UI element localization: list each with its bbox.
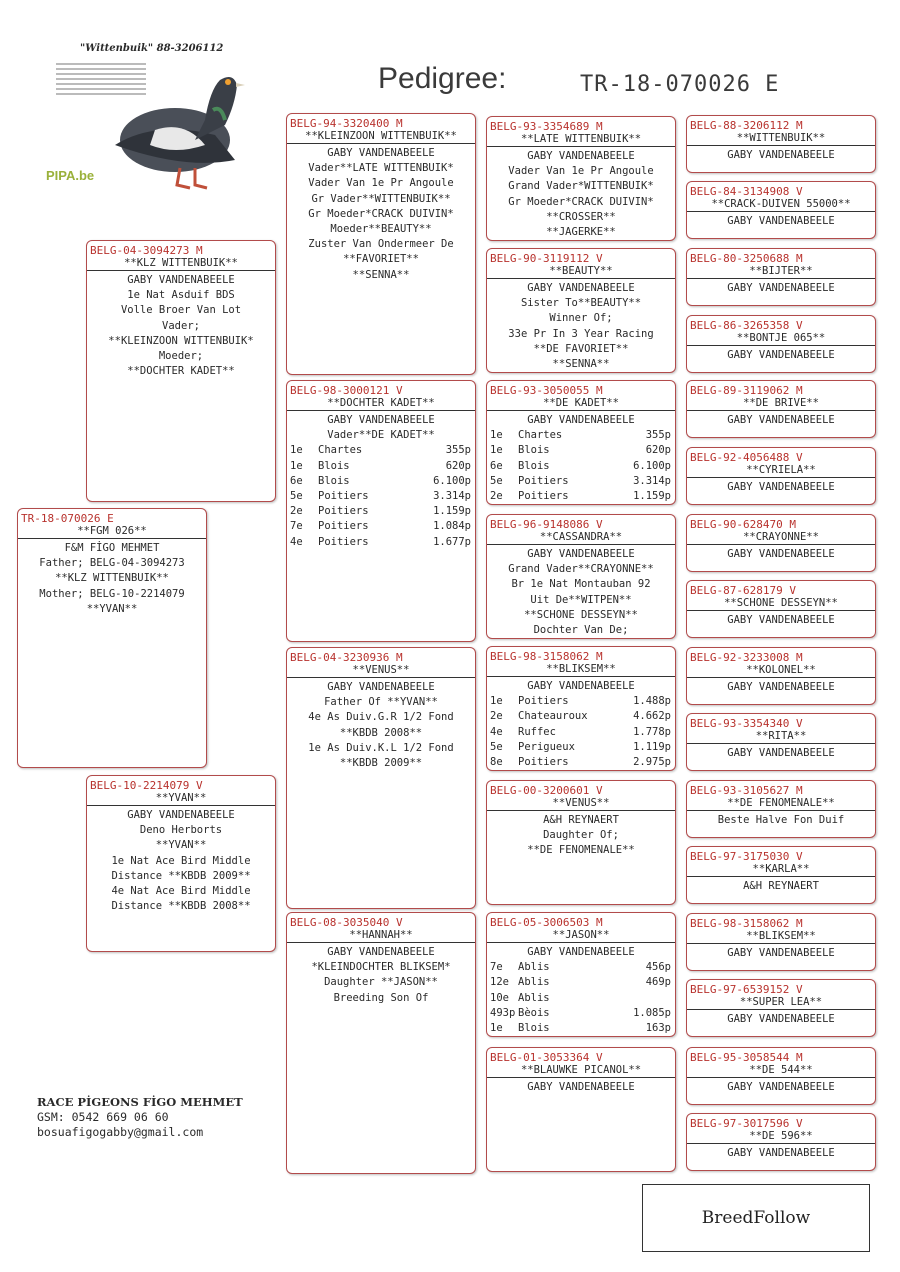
result-rank: 1e bbox=[490, 695, 503, 708]
pigeon-name: **DE FENOMENALE** bbox=[687, 797, 875, 811]
pigeon-name: **SCHONE DESSEYN** bbox=[687, 597, 875, 611]
pigeon-name: **DE 596** bbox=[687, 1130, 875, 1144]
pigeon-card-fmm bbox=[486, 514, 676, 639]
ring-number: BELG-96-9148086 V bbox=[490, 518, 603, 531]
result-prize: 355p bbox=[445, 444, 471, 457]
info-line: Vader**DE KADET** bbox=[327, 429, 435, 442]
ring-number: BELG-92-3233008 M bbox=[690, 651, 803, 664]
ring-number: BELG-97-3175030 V bbox=[690, 850, 803, 863]
pigeon-card-g8 bbox=[686, 580, 876, 638]
result-place: Bèois bbox=[518, 1006, 550, 1019]
info-line: GABY VANDENABEELE bbox=[127, 274, 235, 286]
info-line: **DE FENOMENALE** bbox=[527, 844, 635, 857]
pigeon-card-g9 bbox=[686, 647, 876, 705]
pigeon-name: **WITTENBUIK** bbox=[687, 132, 875, 146]
result-prize: 6.100p bbox=[633, 459, 671, 472]
result-prize: 1.488p bbox=[633, 695, 671, 708]
ring-number: BELG-00-3200601 V bbox=[490, 784, 603, 797]
result-rank: 1e bbox=[290, 459, 303, 472]
info-line: Gr Moeder*CRACK DUIVIN* bbox=[308, 207, 454, 220]
info-line: GABY VANDENABEELE bbox=[327, 681, 435, 693]
info-line: **KBDB 2008** bbox=[339, 726, 423, 739]
result-rank: 1e bbox=[490, 444, 503, 457]
info-line: Moeder; bbox=[158, 350, 204, 363]
info-line: GABY VANDENABEELE bbox=[327, 946, 435, 958]
result-place: Blois bbox=[318, 459, 350, 472]
pigeon-name: **FGM 026** bbox=[18, 525, 206, 539]
result-rank: 2e bbox=[290, 505, 303, 518]
info-line: Br 1e Nat Montauban 92 bbox=[511, 578, 651, 591]
info-line: A&H REYNAERT bbox=[543, 814, 619, 826]
info-line: GABY VANDENABEELE bbox=[727, 215, 835, 227]
pigeon-card-ff bbox=[286, 113, 476, 375]
result-rank: 1e bbox=[490, 1022, 503, 1035]
ring-number: BELG-10-2214079 V bbox=[90, 779, 203, 792]
result-place: Poitiers bbox=[518, 695, 569, 708]
pipa-logo: PIPA.be bbox=[46, 168, 95, 183]
pigeon-name: **BEAUTY** bbox=[487, 265, 675, 279]
info-line: Vader; bbox=[162, 319, 200, 332]
info-line: 33e Pr In 3 Year Racing bbox=[508, 327, 654, 340]
ring-number: BELG-87-628179 V bbox=[690, 584, 796, 597]
result-prize: 1.159p bbox=[433, 505, 471, 518]
ring-number: BELG-94-3320400 M bbox=[290, 117, 403, 130]
result-prize: 1.778p bbox=[633, 725, 671, 738]
result-place: Blois bbox=[518, 459, 550, 472]
pigeon-name: **CASSANDRA** bbox=[487, 531, 675, 545]
result-place: Poitiers bbox=[318, 520, 369, 533]
result-prize: 1.677p bbox=[433, 535, 471, 548]
result-place: Poitiers bbox=[318, 505, 369, 518]
info-line: **YVAN** bbox=[86, 602, 138, 615]
result-row bbox=[487, 443, 675, 458]
result-place: Poitiers bbox=[318, 490, 369, 503]
info-line: GABY VANDENABEELE bbox=[727, 282, 835, 294]
result-place: Blois bbox=[518, 444, 550, 457]
info-line: Distance **KBDB 2008** bbox=[111, 900, 251, 913]
info-line: **SCHONE DESSEYN** bbox=[524, 608, 638, 621]
pigeon-name: **VENUS** bbox=[287, 664, 475, 678]
ring-number: BELG-04-3094273 M bbox=[90, 244, 203, 257]
pigeon-card-g7 bbox=[686, 514, 876, 572]
logo-caption: "Wittenbuik" 88-3206112 bbox=[80, 43, 224, 54]
result-rank: 6e bbox=[490, 459, 503, 472]
info-line: Gr Moeder*CRACK DUIVIN* bbox=[508, 195, 654, 208]
result-row bbox=[287, 504, 475, 519]
result-rank: 8e bbox=[490, 756, 503, 769]
pedigree-id: TR-18-070026 E bbox=[580, 72, 780, 97]
info-line: GABY VANDENABEELE bbox=[727, 947, 835, 959]
pigeon-name: **DE KADET** bbox=[487, 397, 675, 411]
pigeon-card-mff bbox=[486, 646, 676, 771]
info-line: Mother; BELG-10-2214079 bbox=[39, 587, 185, 600]
result-prize: 355p bbox=[645, 429, 671, 442]
info-line: Moeder**BEAUTY** bbox=[330, 223, 432, 236]
ring-number: BELG-93-3354340 V bbox=[690, 717, 803, 730]
info-line: GABY VANDENABEELE bbox=[727, 681, 835, 693]
result-rank: 1e bbox=[290, 444, 303, 457]
result-rank: 6e bbox=[290, 474, 303, 487]
result-place: Ablis bbox=[518, 961, 550, 974]
pigeon-card-mmm bbox=[486, 1047, 676, 1172]
info-line: Daughter **JASON** bbox=[324, 976, 438, 989]
pigeon-image bbox=[95, 50, 245, 195]
contact-gsm: GSM: 0542 669 06 60 bbox=[37, 1110, 169, 1124]
info-line: GABY VANDENABEELE bbox=[527, 414, 635, 426]
info-line: GABY VANDENABEELE bbox=[727, 349, 835, 361]
result-rank: 4e bbox=[290, 535, 303, 548]
pigeon-name: **KLZ WITTENBUIK** bbox=[87, 257, 275, 271]
info-line: **SENNA** bbox=[552, 358, 610, 371]
info-line: GABY VANDENABEELE bbox=[727, 747, 835, 759]
result-rank: 5e bbox=[490, 740, 503, 753]
info-line: 1e As Duiv.K.L 1/2 Fond bbox=[308, 741, 454, 754]
pigeon-name: **KLEINZOON WITTENBUIK** bbox=[287, 130, 475, 144]
result-row bbox=[487, 725, 675, 740]
pigeon-card-g12 bbox=[686, 846, 876, 904]
info-line: Beste Halve Fon Duif bbox=[717, 814, 845, 826]
info-line: GABY VANDENABEELE bbox=[527, 1081, 635, 1093]
info-line: **DOCHTER KADET** bbox=[127, 365, 235, 378]
result-rank: 1e bbox=[490, 429, 503, 442]
info-line: Dochter Van De; bbox=[533, 624, 629, 637]
result-prize: 3.314p bbox=[433, 490, 471, 503]
pigeon-name: **CRACK-DUIVEN 55000** bbox=[687, 198, 875, 212]
ring-number: BELG-97-3017596 V bbox=[690, 1117, 803, 1130]
info-line: GABY VANDENABEELE bbox=[727, 1147, 835, 1159]
ring-number: BELG-97-6539152 V bbox=[690, 983, 803, 996]
info-line: GABY VANDENABEELE bbox=[727, 614, 835, 626]
info-line: **SENNA** bbox=[352, 268, 410, 281]
result-row bbox=[287, 443, 475, 458]
result-place: Chartes bbox=[518, 429, 563, 442]
info-line: GABY VANDENABEELE bbox=[727, 1013, 835, 1025]
info-line: A&H REYNAERT bbox=[743, 880, 819, 892]
result-row bbox=[487, 459, 675, 474]
ring-number: BELG-98-3158062 M bbox=[690, 917, 803, 930]
pigeon-name: **RITA** bbox=[687, 730, 875, 744]
result-place: Chateauroux bbox=[518, 710, 588, 723]
ring-number: BELG-93-3050055 M bbox=[490, 384, 603, 397]
info-line: Winner Of; bbox=[549, 312, 613, 325]
result-prize: 620p bbox=[445, 459, 471, 472]
result-rank: 2e bbox=[490, 490, 503, 503]
ring-number: BELG-80-3250688 M bbox=[690, 252, 803, 265]
pigeon-name: **VENUS** bbox=[487, 797, 675, 811]
ring-number: BELG-90-3119112 V bbox=[490, 252, 603, 265]
breedfollow-label: BreedFollow bbox=[701, 1208, 811, 1228]
pigeon-name: **YVAN** bbox=[87, 792, 275, 806]
info-line: GABY VANDENABEELE bbox=[727, 149, 835, 161]
info-line: **FAVORIET** bbox=[343, 253, 419, 266]
pigeon-card-g5 bbox=[686, 380, 876, 438]
info-line: **KLZ WITTENBUIK** bbox=[55, 572, 169, 585]
ring-number: BELG-93-3105627 M bbox=[690, 784, 803, 797]
result-row bbox=[487, 1006, 675, 1021]
result-place: Poitiers bbox=[518, 490, 569, 503]
pigeon-card-g6 bbox=[686, 447, 876, 505]
info-line: **KLEINZOON WITTENBUIK* bbox=[108, 334, 254, 347]
info-line: Distance **KBDB 2009** bbox=[111, 869, 251, 882]
info-line: GABY VANDENABEELE bbox=[727, 414, 835, 426]
result-prize: 1.085p bbox=[633, 1006, 671, 1019]
ring-number: BELG-93-3354689 M bbox=[490, 120, 603, 133]
info-line: Vader**LATE WITTENBUIK* bbox=[308, 162, 454, 175]
ring-number: BELG-04-3230936 M bbox=[290, 651, 403, 664]
pigeon-name: **HANNAH** bbox=[287, 929, 475, 943]
info-line: 1e Nat Ace Bird Middle bbox=[111, 854, 251, 867]
result-place: Poitiers bbox=[518, 756, 569, 769]
result-place: Chartes bbox=[318, 444, 363, 457]
contact-name: RACE PİGEONS FİGO MEHMET bbox=[37, 1095, 243, 1109]
info-line: Breeding Son Of bbox=[333, 991, 429, 1004]
pigeon-name: **CYRIELA** bbox=[687, 464, 875, 478]
info-line: **DE FAVORIET** bbox=[533, 342, 629, 355]
ring-number: BELG-01-3053364 V bbox=[490, 1051, 603, 1064]
pigeon-card-fmf bbox=[486, 380, 676, 505]
pigeon-name: **KARLA** bbox=[687, 863, 875, 877]
info-line: Zuster Van Ondermeer De bbox=[308, 238, 454, 251]
result-rank: 2e bbox=[490, 710, 503, 723]
pigeon-card-father bbox=[86, 240, 276, 502]
ring-number: BELG-88-3206112 M bbox=[690, 119, 803, 132]
info-line: 4e Nat Ace Bird Middle bbox=[111, 885, 251, 898]
ring-number: BELG-95-3058544 M bbox=[690, 1051, 803, 1064]
result-place: Ruffec bbox=[518, 725, 556, 738]
result-row bbox=[287, 535, 475, 550]
info-line: GABY VANDENABEELE bbox=[527, 548, 635, 560]
info-line: GABY VANDENABEELE bbox=[527, 150, 635, 162]
pigeon-name: **CRAYONNE** bbox=[687, 531, 875, 545]
ring-number: BELG-89-3119062 M bbox=[690, 384, 803, 397]
result-place: Blois bbox=[518, 1022, 550, 1035]
pigeon-card-g13 bbox=[686, 913, 876, 971]
info-line: GABY VANDENABEELE bbox=[727, 548, 835, 560]
info-line: **CROSSER** bbox=[546, 210, 616, 223]
result-prize: 456p bbox=[645, 961, 671, 974]
info-line: Vader Van 1e Pr Angoule bbox=[308, 177, 454, 190]
info-line: GABY VANDENABEELE bbox=[527, 946, 635, 958]
result-rank: 7e bbox=[290, 520, 303, 533]
pigeon-name: **DOCHTER KADET** bbox=[287, 397, 475, 411]
info-line: **YVAN** bbox=[155, 839, 207, 852]
info-line: Grand Vader*WITTENBUIK* bbox=[508, 180, 654, 193]
result-prize: 163p bbox=[645, 1022, 671, 1035]
pigeon-card-g15 bbox=[686, 1047, 876, 1105]
info-line: Father Of **YVAN** bbox=[324, 696, 438, 709]
pigeon-card-mmf bbox=[486, 912, 676, 1037]
info-line: Gr Vader**WITTENBUIK** bbox=[311, 192, 451, 205]
result-prize: 1.119p bbox=[633, 740, 671, 753]
pigeon-name: **KOLONEL** bbox=[687, 664, 875, 678]
pigeon-card-subject bbox=[17, 508, 207, 768]
info-line: Father; BELG-04-3094273 bbox=[39, 557, 185, 570]
result-row bbox=[487, 694, 675, 709]
contact-block bbox=[37, 1095, 243, 1140]
page-title: Pedigree: bbox=[378, 62, 507, 95]
pigeon-name: **BLIKSEM** bbox=[487, 663, 675, 677]
result-row bbox=[487, 740, 675, 755]
info-line: F&M FİGO MEHMET bbox=[64, 542, 160, 554]
result-prize: 3.314p bbox=[633, 474, 671, 487]
pigeon-name: **BIJTER** bbox=[687, 265, 875, 279]
pigeon-card-fff bbox=[486, 116, 676, 241]
info-line: GABY VANDENABEELE bbox=[727, 1081, 835, 1093]
result-prize: 1.159p bbox=[633, 490, 671, 503]
result-row bbox=[487, 709, 675, 724]
result-row bbox=[487, 474, 675, 489]
result-place: Perigueux bbox=[518, 740, 575, 753]
result-prize: 469p bbox=[645, 976, 671, 989]
info-line: GABY VANDENABEELE bbox=[527, 680, 635, 692]
pigeon-card-g16 bbox=[686, 1113, 876, 1171]
result-row bbox=[287, 474, 475, 489]
info-line: Uit De**WITPEN** bbox=[530, 593, 632, 606]
breedfollow-box bbox=[642, 1184, 870, 1252]
ring-number: BELG-98-3000121 V bbox=[290, 384, 403, 397]
result-prize: 1.084p bbox=[433, 520, 471, 533]
logo-block bbox=[40, 40, 250, 200]
pigeon-name: **DE BRIVE** bbox=[687, 397, 875, 411]
info-line: GABY VANDENABEELE bbox=[327, 414, 435, 426]
ring-number: TR-18-070026 E bbox=[21, 512, 114, 525]
ring-number: BELG-90-628470 M bbox=[690, 518, 796, 531]
pigeon-name: **JASON** bbox=[487, 929, 675, 943]
pigeon-card-g10 bbox=[686, 713, 876, 771]
ring-number: BELG-86-3265358 V bbox=[690, 319, 803, 332]
result-place: Blois bbox=[318, 474, 350, 487]
pigeon-card-mother bbox=[86, 775, 276, 952]
pigeon-name: **SUPER LEA** bbox=[687, 996, 875, 1010]
result-rank: 10e bbox=[490, 991, 509, 1004]
result-row bbox=[287, 459, 475, 474]
result-rank: 7e bbox=[490, 961, 503, 974]
pigeon-card-mm bbox=[286, 912, 476, 1174]
info-line: Vader Van 1e Pr Angoule bbox=[508, 165, 654, 178]
pigeon-card-ffm bbox=[486, 248, 676, 373]
result-prize: 620p bbox=[645, 444, 671, 457]
pigeon-card-fm bbox=[286, 380, 476, 642]
pigeon-card-g11 bbox=[686, 780, 876, 838]
info-line: 4e As Duiv.G.R 1/2 Fond bbox=[308, 711, 454, 724]
result-row bbox=[487, 1021, 675, 1036]
result-rank: 5e bbox=[490, 474, 503, 487]
pigeon-card-g3 bbox=[686, 248, 876, 306]
result-row bbox=[487, 489, 675, 504]
result-rank: 4e bbox=[490, 725, 503, 738]
info-line: **KBDB 2009** bbox=[339, 757, 423, 770]
pigeon-name: **LATE WITTENBUIK** bbox=[487, 133, 675, 147]
pigeon-card-mfm bbox=[486, 780, 676, 905]
result-rank: 12e bbox=[490, 976, 509, 989]
contact-email: bosuafigogabby@gmail.com bbox=[37, 1125, 204, 1139]
pigeon-card-g1 bbox=[686, 115, 876, 173]
result-rank: 493p bbox=[490, 1006, 516, 1019]
ring-number: BELG-98-3158062 M bbox=[490, 650, 603, 663]
result-row bbox=[487, 991, 675, 1006]
ring-number: BELG-08-3035040 V bbox=[290, 916, 403, 929]
result-place: Ablis bbox=[518, 976, 550, 989]
info-line: GABY VANDENABEELE bbox=[327, 147, 435, 159]
result-place: Ablis bbox=[518, 991, 550, 1004]
pigeon-card-mf bbox=[286, 647, 476, 909]
info-line: Volle Broer Van Lot bbox=[120, 304, 242, 317]
pigeon-name: **BONTJE 065** bbox=[687, 332, 875, 346]
info-line: Grand Vader**CRAYONNE** bbox=[508, 563, 654, 576]
pigeon-name: **DE 544** bbox=[687, 1064, 875, 1078]
result-prize: 6.100p bbox=[433, 474, 471, 487]
result-row bbox=[487, 755, 675, 770]
pigeon-card-g14 bbox=[686, 979, 876, 1037]
pigeon-card-g4 bbox=[686, 315, 876, 373]
pigeon-name: **BLIKSEM** bbox=[687, 930, 875, 944]
info-line: **JAGERKE** bbox=[546, 226, 616, 239]
info-line: Daughter Of; bbox=[543, 829, 619, 842]
info-line: GABY VANDENABEELE bbox=[527, 282, 635, 294]
result-row bbox=[287, 519, 475, 534]
result-place: Poitiers bbox=[518, 474, 569, 487]
result-rank: 5e bbox=[290, 490, 303, 503]
info-line: *KLEINDOCHTER BLIKSEM* bbox=[311, 961, 451, 974]
info-line: GABY VANDENABEELE bbox=[727, 481, 835, 493]
info-line: 1e Nat Asduif BDS bbox=[127, 289, 235, 302]
info-line: Deno Herborts bbox=[139, 824, 223, 837]
info-line: Sister To**BEAUTY** bbox=[520, 297, 642, 310]
result-prize: 4.662p bbox=[633, 710, 671, 723]
ring-number: BELG-05-3006503 M bbox=[490, 916, 603, 929]
pigeon-name: **BLAUWKE PICANOL** bbox=[487, 1064, 675, 1078]
ring-number: BELG-92-4056488 V bbox=[690, 451, 803, 464]
ring-number: BELG-84-3134908 V bbox=[690, 185, 803, 198]
info-line: GABY VANDENABEELE bbox=[127, 809, 235, 821]
result-prize: 2.975p bbox=[633, 756, 671, 769]
result-row bbox=[487, 960, 675, 975]
result-row bbox=[287, 489, 475, 504]
pigeon-card-g2 bbox=[686, 181, 876, 239]
result-row bbox=[487, 975, 675, 990]
result-row bbox=[487, 428, 675, 443]
result-place: Poitiers bbox=[318, 535, 369, 548]
